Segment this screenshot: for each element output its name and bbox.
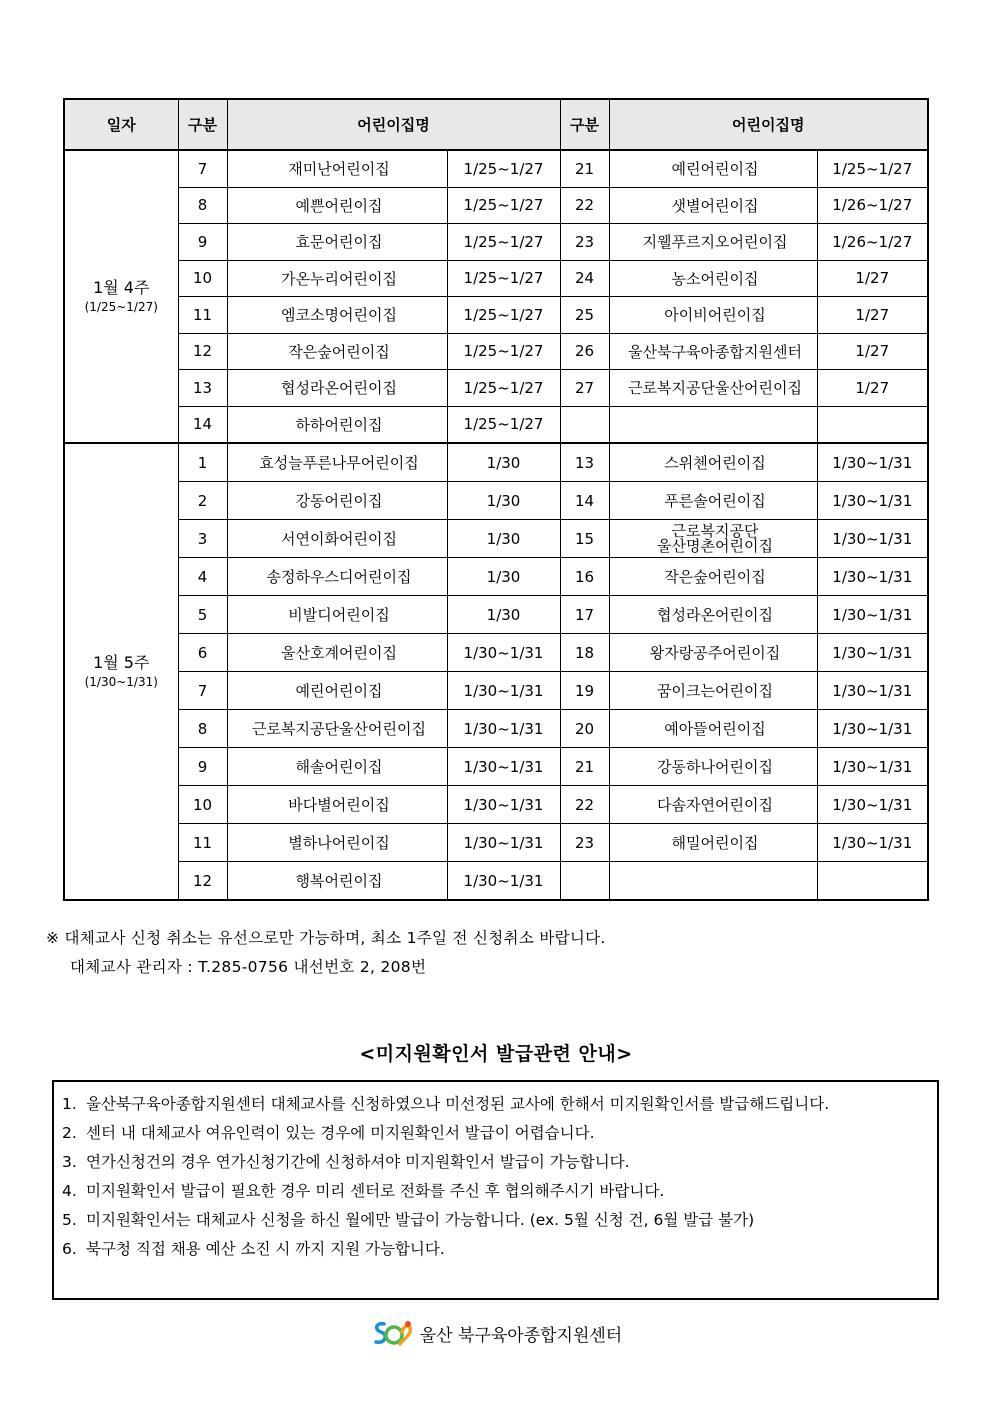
- note-line-2: 대체교사 관리자 : T.285-0756 내선번호 2, 208번: [70, 958, 427, 976]
- week-range: (1/30~1/31): [84, 675, 158, 690]
- cell-no-right: 20: [560, 710, 609, 748]
- week-label: [64, 150, 178, 443]
- cell-name-right: 예아뜰어린이집: [609, 710, 817, 748]
- week-title: 1월 4주: [93, 277, 150, 297]
- cell-name-right: 해밀어린이집: [609, 824, 817, 862]
- cell-name-right: [609, 520, 817, 558]
- cell-name-right: 근로복지공단울산어린이집: [609, 370, 817, 407]
- cell-name-left: 강동어린이집: [227, 482, 447, 520]
- cell-no-right: 21: [560, 748, 609, 786]
- cell-name-left: 울산호계어린이집: [227, 634, 447, 672]
- cell-no-left: 13: [178, 370, 227, 407]
- header-daycare-left: 어린이집명: [227, 99, 560, 150]
- header-category-right: 구분: [560, 99, 609, 150]
- cell-name-right: 아이비어린이집: [609, 297, 817, 334]
- cell-name-left: 별하나어린이집: [227, 824, 447, 862]
- cell-date-left: 1/25~1/27: [447, 297, 560, 334]
- cell-name-left: 하하어린이집: [227, 406, 447, 443]
- notice-item-number: 6.: [62, 1240, 77, 1258]
- cell-name-right: 울산북구육아종합지원센터: [609, 333, 817, 370]
- cell-date-left: 1/25~1/27: [447, 150, 560, 187]
- cell-date-left: 1/30~1/31: [447, 634, 560, 672]
- cell-no-left: 1: [178, 443, 227, 482]
- cell-no-left: 11: [178, 824, 227, 862]
- cell-no-left: 8: [178, 710, 227, 748]
- cell-date-right: [817, 862, 928, 901]
- table-row: [64, 260, 928, 297]
- cell-no-right: 26: [560, 333, 609, 370]
- cell-date-right: 1/30~1/31: [817, 710, 928, 748]
- cell-no-left: 7: [178, 150, 227, 187]
- notice-item-number: 2.: [62, 1124, 77, 1142]
- notice-box: [52, 1080, 939, 1300]
- cell-no-left: 3: [178, 520, 227, 558]
- table-row: [64, 482, 928, 520]
- cell-name-left: 바다별어린이집: [227, 786, 447, 824]
- cell-no-right: 21: [560, 150, 609, 187]
- cell-name-right: 농소어린이집: [609, 260, 817, 297]
- cell-date-left: 1/30~1/31: [447, 862, 560, 901]
- footer: [0, 1318, 992, 1348]
- cell-date-right: 1/30~1/31: [817, 596, 928, 634]
- notice-item-text: 연가신청건의 경우 연가신청기간에 신청하셔야 미지원확인서 발급이 가능합니다.: [86, 1153, 630, 1171]
- notice-item: [62, 1090, 927, 1119]
- cell-date-right: 1/30~1/31: [817, 824, 928, 862]
- cell-no-left: 10: [178, 786, 227, 824]
- cell-no-left: 9: [178, 224, 227, 261]
- table-row: [64, 520, 928, 558]
- cell-no-left: 12: [178, 862, 227, 901]
- cell-no-right: 22: [560, 786, 609, 824]
- notice-item-text: 센터 내 대체교사 여유인력이 있는 경우에 미지원확인서 발급이 어렵습니다.: [86, 1124, 595, 1142]
- cell-no-left: 6: [178, 634, 227, 672]
- cell-date-right: 1/30~1/31: [817, 634, 928, 672]
- table-row: [64, 187, 928, 224]
- cell-name-left: 엠코소명어린이집: [227, 297, 447, 334]
- schedule-table: [63, 98, 929, 901]
- cell-name-left: 예쁜어린이집: [227, 187, 447, 224]
- cell-name-left: 재미난어린이집: [227, 150, 447, 187]
- cell-no-right: 23: [560, 224, 609, 261]
- cell-date-left: 1/25~1/27: [447, 333, 560, 370]
- cell-name-left: 효성늘푸른나무어린이집: [227, 443, 447, 482]
- cell-name-left: 예린어린이집: [227, 672, 447, 710]
- cell-date-right: 1/30~1/31: [817, 672, 928, 710]
- cell-no-right: 16: [560, 558, 609, 596]
- cell-date-left: 1/25~1/27: [447, 224, 560, 261]
- cell-name-right: [609, 862, 817, 901]
- cell-name-right: 지웰푸르지오어린이집: [609, 224, 817, 261]
- notice-item-number: 1.: [62, 1095, 77, 1113]
- cell-no-right: 22: [560, 187, 609, 224]
- cell-no-left: 10: [178, 260, 227, 297]
- notice-item: [62, 1148, 927, 1177]
- cell-name-left: 협성라온어린이집: [227, 370, 447, 407]
- cell-date-right: 1/27: [817, 297, 928, 334]
- cell-name-line1: 근로복지공단: [671, 521, 759, 540]
- cell-date-right: 1/30~1/31: [817, 748, 928, 786]
- cell-no-left: 4: [178, 558, 227, 596]
- cell-no-right: [560, 862, 609, 901]
- table-row: [64, 297, 928, 334]
- cell-no-left: 7: [178, 672, 227, 710]
- cell-date-left: 1/30: [447, 520, 560, 558]
- header-category-left: 구분: [178, 99, 227, 150]
- table-row: [64, 862, 928, 901]
- section-title: <미지원확인서 발급관련 안내>: [359, 1043, 633, 1065]
- cell-no-right: 23: [560, 824, 609, 862]
- cell-date-left: 1/25~1/27: [447, 260, 560, 297]
- cell-date-left: 1/30: [447, 596, 560, 634]
- cell-date-left: 1/30: [447, 558, 560, 596]
- cell-name-left: 송정하우스디어린이집: [227, 558, 447, 596]
- cell-name-right: 강동하나어린이집: [609, 748, 817, 786]
- cell-date-right: [817, 406, 928, 443]
- cell-name-right: 다솜자연어린이집: [609, 786, 817, 824]
- cell-date-right: 1/26~1/27: [817, 224, 928, 261]
- notice-item: [62, 1177, 927, 1206]
- cell-name-right: 왕자랑공주어린이집: [609, 634, 817, 672]
- cell-name-left: 근로복지공단울산어린이집: [227, 710, 447, 748]
- cell-name-line2: 울산명촌어린이집: [657, 536, 773, 555]
- cell-no-left: 11: [178, 297, 227, 334]
- table-row: [64, 333, 928, 370]
- cell-date-left: 1/30~1/31: [447, 786, 560, 824]
- cell-date-right: 1/27: [817, 370, 928, 407]
- header-date: 일자: [64, 99, 178, 150]
- cell-date-left: 1/30: [447, 443, 560, 482]
- week-label: [64, 443, 178, 900]
- cell-name-left: 행복어린이집: [227, 862, 447, 901]
- header-daycare-right: 어린이집명: [609, 99, 928, 150]
- cell-name-left: 작은숲어린이집: [227, 333, 447, 370]
- cell-name-right: 푸른솔어린이집: [609, 482, 817, 520]
- cell-no-right: 24: [560, 260, 609, 297]
- week-title: 1월 5주: [93, 652, 150, 672]
- cell-date-left: 1/30~1/31: [447, 672, 560, 710]
- org-logo-icon: [370, 1318, 414, 1348]
- org-name: 울산 북구육아종합지원센터: [419, 1325, 623, 1346]
- cell-date-left: 1/25~1/27: [447, 406, 560, 443]
- week-range: (1/25~1/27): [84, 300, 158, 315]
- cell-no-left: 2: [178, 482, 227, 520]
- cell-date-right: 1/30~1/31: [817, 558, 928, 596]
- table-row: [64, 786, 928, 824]
- week5-rows: [64, 443, 928, 900]
- cell-no-right: 27: [560, 370, 609, 407]
- note-line-1: ※ 대체교사 신청 취소는 유선으로만 가능하며, 최소 1주일 전 신청취소 바랍니다.: [46, 929, 606, 947]
- cell-date-left: 1/30: [447, 482, 560, 520]
- cell-no-right: 18: [560, 634, 609, 672]
- table-row: [64, 596, 928, 634]
- cell-date-right: 1/30~1/31: [817, 520, 928, 558]
- notice-item-text: 미지원확인서 발급이 필요한 경우 미리 센터로 전화를 주신 후 협의해주시기 바랍니다.: [86, 1182, 665, 1200]
- cell-no-right: [560, 406, 609, 443]
- cell-no-right: 17: [560, 596, 609, 634]
- notice-item-number: 4.: [62, 1182, 77, 1200]
- cell-name-left: 효문어린이집: [227, 224, 447, 261]
- cell-name-right: 예린어린이집: [609, 150, 817, 187]
- cell-date-right: 1/30~1/31: [817, 786, 928, 824]
- cell-name-right: 스위첸어린이집: [609, 443, 817, 482]
- cell-no-left: 5: [178, 596, 227, 634]
- cell-no-right: 15: [560, 520, 609, 558]
- table-row: [64, 710, 928, 748]
- cell-no-right: 19: [560, 672, 609, 710]
- table-row: [64, 824, 928, 862]
- cell-name-right: [609, 406, 817, 443]
- cell-date-left: 1/25~1/27: [447, 187, 560, 224]
- notice-item: [62, 1235, 927, 1264]
- notice-item: [62, 1206, 927, 1235]
- cell-date-right: 1/30~1/31: [817, 482, 928, 520]
- table-row: [64, 224, 928, 261]
- table-header-row: [64, 99, 928, 150]
- notice-item-number: 3.: [62, 1153, 77, 1171]
- cell-name-left: 가온누리어린이집: [227, 260, 447, 297]
- cell-no-left: 8: [178, 187, 227, 224]
- cell-date-left: 1/25~1/27: [447, 370, 560, 407]
- cell-date-right: 1/30~1/31: [817, 443, 928, 482]
- cell-date-left: 1/30~1/31: [447, 748, 560, 786]
- cell-name-right: 꿈이크는어린이집: [609, 672, 817, 710]
- notice-item: [62, 1119, 927, 1148]
- cell-name-right: 샛별어린이집: [609, 187, 817, 224]
- week4-rows: [64, 150, 928, 443]
- notice-item-text: 울산북구육아종합지원센터 대체교사를 신청하였으나 미선정된 교사에 한해서 미지원확인서를 발급해드립니다.: [86, 1095, 830, 1113]
- table-row: [64, 558, 928, 596]
- cell-no-left: 12: [178, 333, 227, 370]
- notice-item-text: 미지원확인서는 대체교사 신청을 하신 월에만 발급이 가능합니다. (ex. 5월 신청 건, 6월 발급 불가): [86, 1211, 755, 1229]
- table-row: [64, 150, 928, 187]
- cell-no-right: 13: [560, 443, 609, 482]
- cell-date-right: 1/27: [817, 333, 928, 370]
- cell-date-left: 1/30~1/31: [447, 824, 560, 862]
- cell-no-left: 9: [178, 748, 227, 786]
- cell-name-left: 해솔어린이집: [227, 748, 447, 786]
- cell-no-left: 14: [178, 406, 227, 443]
- table-row: [64, 406, 928, 443]
- cell-no-right: 25: [560, 297, 609, 334]
- cell-name-left: 서연이화어린이집: [227, 520, 447, 558]
- cell-no-right: 14: [560, 482, 609, 520]
- notice-item-text: 북구청 직접 채용 예산 소진 시 까지 지원 가능합니다.: [86, 1240, 445, 1258]
- cell-date-right: 1/25~1/27: [817, 150, 928, 187]
- cell-date-left: 1/30~1/31: [447, 710, 560, 748]
- table-row: [64, 634, 928, 672]
- notice-item-number: 5.: [62, 1211, 77, 1229]
- cell-name-right: 작은숲어린이집: [609, 558, 817, 596]
- table-row: [64, 443, 928, 482]
- cancellation-note: [46, 924, 606, 982]
- table-row: [64, 370, 928, 407]
- cell-name-left: 비발디어린이집: [227, 596, 447, 634]
- cell-name-right: 협성라온어린이집: [609, 596, 817, 634]
- cell-date-right: 1/27: [817, 260, 928, 297]
- table-row: [64, 672, 928, 710]
- cell-date-right: 1/26~1/27: [817, 187, 928, 224]
- table-row: [64, 748, 928, 786]
